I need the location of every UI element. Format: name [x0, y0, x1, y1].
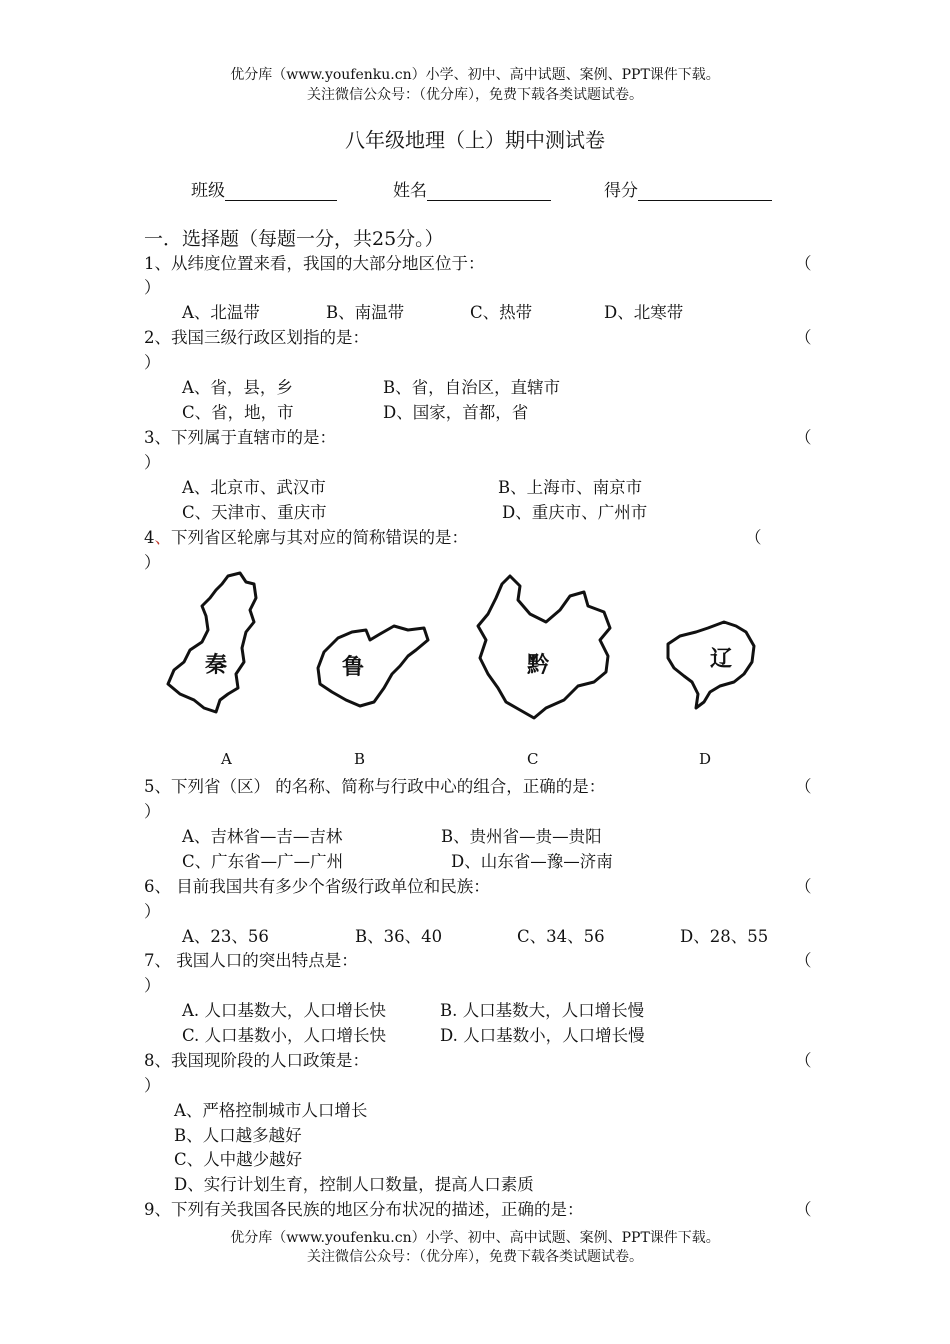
question-6-paren-close: ） — [144, 902, 161, 921]
question-7-option-c: C. 人口基数小，人口增长快 — [182, 1026, 387, 1045]
footer-line-2: 关注微信公众号：（优分库），免费下载各类试题试卷。 — [307, 1249, 643, 1265]
name-label: 姓名 — [393, 181, 427, 201]
section-heading: 一．选择题（每题一分，共25分。） — [144, 228, 444, 250]
map-letter-d: D — [699, 750, 712, 768]
question-8-stem: 8、我国现阶段的人口政策是： — [144, 1051, 369, 1070]
question-8-option-b: B、人口越多越好 — [174, 1126, 302, 1145]
question-5-option-c: C、广东省—广—广州 — [182, 852, 344, 871]
map-label-c: 黔 — [527, 653, 550, 678]
map-label-d: 辽 — [710, 647, 733, 672]
question-2-option-c: C、省，地，市 — [182, 403, 294, 422]
question-8-paren-close: ） — [144, 1076, 161, 1095]
question-1-option-a: A、北温带 — [182, 303, 260, 322]
question-2-stem: 2、我国三级行政区划指的是： — [144, 328, 369, 347]
page-title: 八年级地理（上）期中测试卷 — [345, 128, 605, 152]
question-7-option-a: A. 人口基数大，人口增长快 — [182, 1001, 386, 1020]
question-4-separator: 、 — [154, 528, 171, 547]
map-letter-c: C — [527, 750, 539, 768]
map-label-b: 鲁 — [342, 655, 365, 680]
header-line-2: 关注微信公众号：（优分库），免费下载各类试题试卷。 — [307, 87, 643, 103]
question-7-paren-close: ） — [144, 976, 161, 995]
question-7-option-b: B. 人口基数大，人口增长慢 — [440, 1001, 645, 1020]
question-9-stem: 9、下列有关我国各民族的地区分布状况的描述，正确的是： — [144, 1200, 584, 1219]
question-7-option-d: D. 人口基数小，人口增长慢 — [440, 1026, 645, 1045]
question-3-stem: 3、下列属于直辖市的是： — [144, 428, 336, 447]
question-8-option-c: C、人中越少越好 — [174, 1150, 303, 1169]
question-1-option-b: B、南温带 — [326, 303, 405, 322]
question-1-stem: 1、从纬度位置来看，我国的大部分地区位于： — [144, 254, 485, 273]
question-5-option-a: A、吉林省—吉—吉林 — [182, 827, 343, 846]
name-blank[interactable] — [427, 182, 551, 201]
question-9-paren-open: （ — [795, 1200, 812, 1219]
question-6-option-d: D、28、55 — [680, 927, 769, 946]
question-3-paren-close: ） — [144, 453, 161, 472]
question-2-paren-close: ） — [144, 353, 161, 372]
class-label: 班级 — [191, 181, 225, 201]
province-outline-shandong — [312, 622, 432, 710]
question-5-paren-close: ） — [144, 802, 161, 821]
question-2-option-d: D、国家，首都，省 — [383, 403, 529, 422]
question-3-paren-open: （ — [795, 428, 812, 447]
question-7-stem: 7、 我国人口的突出特点是： — [144, 951, 358, 970]
footer-line-1: 优分库（www.youfenku.cn）小学、初中、高中试题、案例、PPT课件下载。 — [230, 1230, 720, 1246]
score-field — [604, 176, 772, 201]
name-field — [393, 176, 551, 201]
question-5-stem: 5、下列省（区） 的名称、简称与行政中心的组合，正确的是： — [144, 777, 606, 796]
question-5-option-d: D、山东省—豫—济南 — [451, 852, 613, 871]
question-2-option-a: A、省，县，乡 — [182, 378, 293, 397]
question-2-option-b: B、省，自治区，直辖市 — [383, 378, 561, 397]
question-2-paren-open: （ — [795, 328, 812, 347]
question-6-option-b: B、36、40 — [355, 927, 443, 946]
question-3-option-d: D、重庆市、广州市 — [502, 503, 648, 522]
header-line-1: 优分库（www.youfenku.cn）小学、初中、高中试题、案例、PPT课件下载。 — [230, 67, 720, 83]
question-3-option-b: B、上海市、南京市 — [498, 478, 643, 497]
score-blank[interactable] — [638, 182, 772, 201]
question-1-option-d: D、北寒带 — [604, 303, 684, 322]
score-label: 得分 — [604, 181, 638, 201]
map-label-a: 秦 — [205, 653, 228, 678]
question-4-paren-open: （ — [745, 528, 762, 547]
province-outline-guizhou — [472, 570, 622, 722]
question-4-paren-close: ） — [144, 553, 161, 572]
question-6-stem: 6、 目前我国共有多少个省级行政单位和民族： — [144, 877, 490, 896]
question-4-text: 下列省区轮廓与其对应的简称错误的是： — [171, 528, 468, 547]
question-1-paren-open: （ — [795, 254, 812, 273]
question-5-option-b: B、贵州省—贵—贵阳 — [441, 827, 602, 846]
question-6-paren-open: （ — [795, 877, 812, 896]
class-field — [191, 176, 337, 201]
map-letter-a: A — [221, 750, 232, 768]
question-8-option-a: A、严格控制城市人口增长 — [174, 1101, 368, 1120]
question-6-option-c: C、34、56 — [517, 927, 605, 946]
question-7-paren-open: （ — [795, 951, 812, 970]
question-1-paren-close: ） — [144, 278, 161, 297]
map-letter-b: B — [354, 750, 366, 768]
question-8-option-d: D、实行计划生育，控制人口数量，提高人口素质 — [174, 1175, 534, 1194]
province-outline-shaanxi — [160, 570, 272, 718]
question-3-option-a: A、北京市、武汉市 — [182, 478, 326, 497]
question-4-number: 4 — [144, 528, 155, 547]
class-blank[interactable] — [225, 182, 337, 201]
question-5-paren-open: （ — [795, 777, 812, 796]
question-6-option-a: A、23、56 — [182, 927, 269, 946]
question-8-paren-open: （ — [795, 1051, 812, 1070]
question-1-option-c: C、热带 — [470, 303, 533, 322]
question-4-stem — [144, 524, 468, 548]
question-3-option-c: C、天津市、重庆市 — [182, 503, 327, 522]
